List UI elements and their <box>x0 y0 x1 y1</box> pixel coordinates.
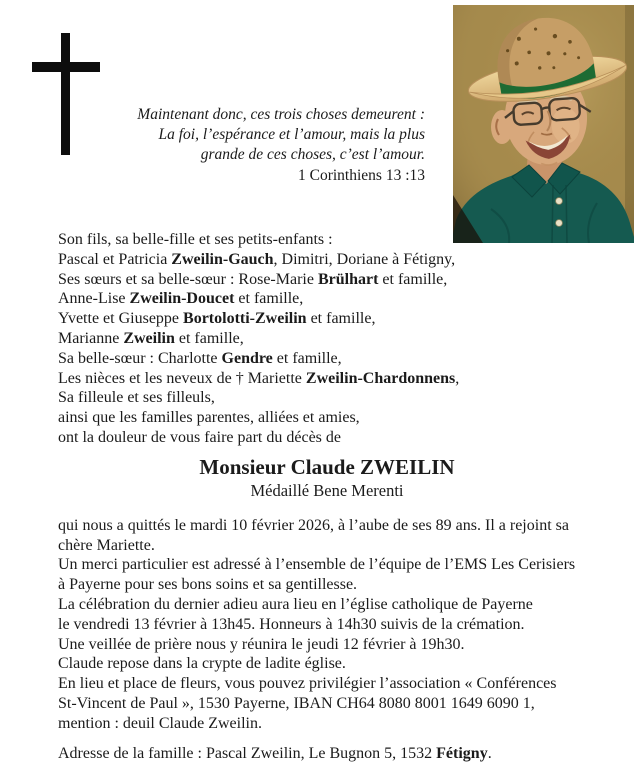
bible-quote-reference: 1 Corinthiens 13 :13 <box>297 166 425 184</box>
text-line <box>58 270 596 290</box>
text-run: En lieu et place de fleurs, vous pouvez privilégier l’association « Conférences <box>58 675 557 693</box>
text-run: Adresse de la famille : Pascal Zweilin, Le Bugnon 5, 1532 <box>58 744 437 762</box>
family-name-bold: Gendre <box>221 349 273 367</box>
text-run: Une veillée de prière nous y réunira le jeudi 12 février à 19h30. <box>58 635 465 653</box>
family-name-bold: Zweilin-Chardonnens <box>305 369 456 387</box>
text-run: La foi, l’espérance et l’amour, mais la plus <box>158 126 425 144</box>
funeral-details <box>58 516 596 734</box>
text-run: et famille, <box>378 270 448 288</box>
text-line <box>58 714 596 734</box>
text-run: , <box>455 369 460 387</box>
text-run: Sa filleule et ses filleuls, <box>58 389 215 407</box>
text-line <box>58 516 596 536</box>
bible-quote <box>137 105 425 186</box>
text-line <box>58 230 596 250</box>
text-line <box>58 349 596 369</box>
text-line <box>58 635 596 655</box>
family-name-bold: Zweilin-Gauch <box>171 250 274 268</box>
text-run: et famille, <box>234 290 304 308</box>
text-line <box>58 694 596 714</box>
deceased-distinction: Médaillé Bene Merenti <box>250 480 404 500</box>
text-run: et famille, <box>272 349 342 367</box>
text-run: ainsi que les familles parentes, alliées et amies, <box>58 409 360 427</box>
deceased-heading <box>58 455 596 501</box>
text-line <box>137 125 425 145</box>
text-line <box>58 654 596 674</box>
announcement-text <box>58 230 596 763</box>
text-line <box>58 674 596 694</box>
cross-vertical-bar <box>61 33 70 155</box>
text-line <box>58 289 596 309</box>
family-name-bold: Brülhart <box>317 270 379 288</box>
deceased-name: Monsieur Claude ZWEILIN <box>199 454 455 479</box>
cross-horizontal-bar <box>32 62 100 72</box>
text-line <box>58 388 596 408</box>
text-run: Pascal et Patricia <box>58 250 172 268</box>
text-run: chère Mariette. <box>58 536 155 554</box>
family-address <box>58 744 596 764</box>
text-line <box>58 250 596 270</box>
text-run: grande de ces choses, c’est l’amour. <box>200 146 425 164</box>
family-name-bold: Zweilin <box>123 329 175 347</box>
text-line <box>137 105 425 125</box>
text-run: Son fils, sa belle-fille et ses petits-enfants : <box>58 231 333 248</box>
text-line <box>58 369 596 389</box>
text-run: mention : deuil Claude Zweilin. <box>58 714 262 732</box>
text-run: Claude repose dans la crypte de ladite église. <box>58 655 346 673</box>
text-run: le vendredi 13 février à 13h45. Honneurs à 14h30 suivis de la crémation. <box>58 615 525 633</box>
text-line <box>58 309 596 329</box>
text-line <box>58 428 596 448</box>
text-run: St-Vincent de Paul », 1530 Payerne, IBAN CH64 8080 8001 1649 6090 1, <box>58 694 535 712</box>
text-run: , Dimitri, Doriane à Fétigny, <box>273 250 456 268</box>
text-run: ont la douleur de vous faire part du décès de <box>58 428 342 446</box>
text-line <box>58 575 596 595</box>
text-line <box>58 615 596 635</box>
portrait-photo <box>453 5 634 243</box>
text-run: Yvette et Giuseppe <box>58 310 184 328</box>
family-list <box>58 230 596 448</box>
text-line <box>137 145 425 165</box>
bible-quote-lines <box>137 105 425 166</box>
text-run: à Payerne pour ses bons soins et sa gentillesse. <box>58 576 358 594</box>
text-line <box>58 329 596 349</box>
text-run: Maintenant donc, ces trois choses demeurent : <box>137 106 425 123</box>
text-run: Ses sœurs et sa belle-sœur : Rose-Marie <box>58 270 318 288</box>
text-run: Anne-Lise <box>58 290 130 308</box>
text-run: qui nous a quittés le mardi 10 février 2026, à l’aube de ses 89 ans. Il a rejoint sa <box>58 516 569 534</box>
text-line <box>58 555 596 575</box>
text-line <box>58 408 596 428</box>
text-run: et famille, <box>306 310 376 328</box>
text-line <box>58 744 596 764</box>
family-name-bold: Bortolotti-Zweilin <box>183 310 307 328</box>
text-run: La célébration du dernier adieu aura lieu en l’église catholique de Payerne <box>58 595 533 613</box>
text-run: et famille, <box>174 329 244 347</box>
text-run: Un merci particulier est adressé à l’ensemble de l’équipe de l’EMS Les Cerisiers <box>58 556 576 574</box>
text-run: Les nièces et les neveux de † Mariette <box>58 369 306 387</box>
family-name-bold: Zweilin-Doucet <box>129 290 235 308</box>
text-run: . <box>487 744 492 762</box>
text-line <box>58 536 596 556</box>
family-name-bold: Fétigny <box>436 744 488 762</box>
text-run: Marianne <box>58 329 124 347</box>
text-line <box>58 595 596 615</box>
text-run: Sa belle-sœur : Charlotte <box>58 349 222 367</box>
